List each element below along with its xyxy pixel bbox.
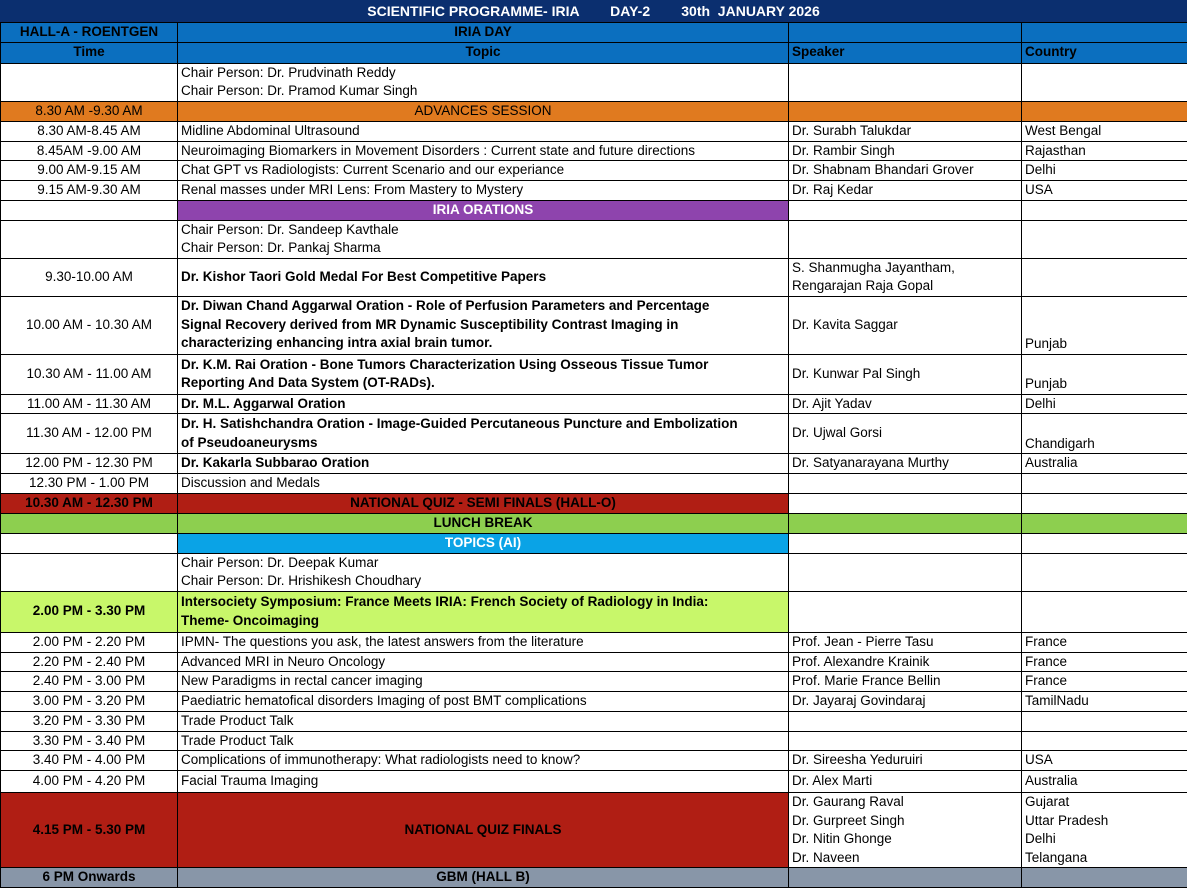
slot-speaker: Dr. Kunwar Pal Singh bbox=[789, 354, 1022, 394]
slot-speaker: S. Shanmugha Jayantham, Rengarajan Raja Gopal bbox=[789, 258, 1022, 296]
slot-country: Punjab bbox=[1022, 296, 1187, 354]
chair-person: Chair Person: Dr. Pankaj Sharma bbox=[181, 240, 381, 255]
slot-speaker: Dr. Rambir Singh bbox=[789, 141, 1022, 161]
slot-country bbox=[1022, 731, 1187, 751]
slot-time: 10.00 AM - 10.30 AM bbox=[1, 296, 178, 354]
slot-country: France bbox=[1022, 652, 1187, 672]
slot-speaker: Dr. Raj Kedar bbox=[789, 181, 1022, 201]
topics-ai-row bbox=[1, 533, 1187, 553]
slot-country: Rajasthan bbox=[1022, 141, 1187, 161]
chair-cell bbox=[178, 63, 789, 101]
hall-name: HALL-A - ROENTGEN bbox=[1, 23, 178, 43]
slot-country: France bbox=[1022, 632, 1187, 652]
session-title: IRIA ORATIONS bbox=[178, 200, 789, 220]
slot-time: 9.30-10.00 AM bbox=[1, 258, 178, 296]
slot-topic: Discussion and Medals bbox=[178, 474, 789, 494]
slot-time: 3.00 PM - 3.20 PM bbox=[1, 692, 178, 712]
slot-speaker: Prof. Alexandre Krainik bbox=[789, 652, 1022, 672]
table-row bbox=[1, 632, 1187, 652]
slot-topic: Chat GPT vs Radiologists: Current Scenario and our experiance bbox=[178, 161, 789, 181]
session-time: 4.15 PM - 5.30 PM bbox=[1, 793, 178, 868]
slot-time: 9.00 AM-9.15 AM bbox=[1, 161, 178, 181]
table-row bbox=[1, 414, 1187, 454]
session-title: TOPICS (AI) bbox=[178, 533, 789, 553]
chair-person: Chair Person: Dr. Sandeep Kavthale bbox=[181, 221, 399, 237]
slot-speaker: Dr. Ajit Yadav bbox=[789, 394, 1022, 414]
slot-topic: Renal masses under MRI Lens: From Mastery to Mystery bbox=[178, 181, 789, 201]
slot-time: 3.20 PM - 3.30 PM bbox=[1, 711, 178, 731]
slot-speaker: Dr. Sireesha Yeduruiri bbox=[789, 751, 1022, 771]
slot-speaker: Dr. Shabnam Bhandari Grover bbox=[789, 161, 1022, 181]
table-row bbox=[1, 161, 1187, 181]
session-title: LUNCH BREAK bbox=[178, 513, 789, 533]
slot-speaker: Dr. Kavita Saggar bbox=[789, 296, 1022, 354]
hall-header-row bbox=[1, 23, 1187, 43]
col-country: Country bbox=[1022, 42, 1187, 63]
day-name: IRIA DAY bbox=[178, 23, 789, 43]
slot-country: Punjab bbox=[1022, 354, 1187, 394]
slot-time: 12.30 PM - 1.00 PM bbox=[1, 474, 178, 494]
slot-time: 8.30 AM-8.45 AM bbox=[1, 121, 178, 141]
chair-cell bbox=[178, 220, 789, 258]
slot-topic: Midline Abdominal Ultrasound bbox=[178, 121, 789, 141]
symposium-row bbox=[1, 591, 1187, 632]
slot-speaker: Prof. Marie France Bellin bbox=[789, 672, 1022, 692]
col-topic: Topic bbox=[178, 42, 789, 63]
session-title: Intersociety Symposium: France Meets IRIA: French Society of Radiology in India: Theme- Oncoimaging bbox=[178, 591, 789, 632]
slot-country: France bbox=[1022, 672, 1187, 692]
slot-country: Delhi bbox=[1022, 394, 1187, 414]
programme-title: SCIENTIFIC PROGRAMME- IRIA DAY-2 30th JANUARY 2026 bbox=[367, 3, 820, 19]
slot-time: 3.40 PM - 4.00 PM bbox=[1, 751, 178, 771]
slot-time: 3.30 PM - 3.40 PM bbox=[1, 731, 178, 751]
slot-time: 4.00 PM - 4.20 PM bbox=[1, 771, 178, 793]
slot-time: 12.00 PM - 12.30 PM bbox=[1, 454, 178, 474]
slot-topic: Trade Product Talk bbox=[178, 731, 789, 751]
slot-country: TamilNadu bbox=[1022, 692, 1187, 712]
slot-topic: Dr. H. Satishchandra Oration - Image-Guided Percutaneous Puncture and Embolization of Pseudoaneurysms bbox=[178, 414, 789, 454]
slot-topic: Complications of immunotherapy: What radiologists need to know? bbox=[178, 751, 789, 771]
table-row bbox=[1, 672, 1187, 692]
col-speaker: Speaker bbox=[789, 42, 1022, 63]
slot-topic: Facial Trauma Imaging bbox=[178, 771, 789, 793]
slot-topic: Dr. Kakarla Subbarao Oration bbox=[178, 454, 789, 474]
chair-person: Chair Person: Dr. Hrishikesh Choudhary bbox=[181, 573, 422, 588]
chair-row bbox=[1, 553, 1187, 591]
slot-time: 2.20 PM - 2.40 PM bbox=[1, 652, 178, 672]
column-header-row bbox=[1, 42, 1187, 63]
chair-person: Chair Person: Dr. Deepak Kumar bbox=[181, 554, 379, 570]
session-time: 2.00 PM - 3.30 PM bbox=[1, 591, 178, 632]
slot-country: West Bengal bbox=[1022, 121, 1187, 141]
session-title: GBM (HALL B) bbox=[178, 868, 789, 888]
slot-time: 2.00 PM - 2.20 PM bbox=[1, 632, 178, 652]
slot-topic: IPMN- The questions you ask, the latest answers from the literature bbox=[178, 632, 789, 652]
slot-speaker bbox=[789, 731, 1022, 751]
slot-speaker bbox=[789, 711, 1022, 731]
slot-topic: Dr. Kishor Taori Gold Medal For Best Competitive Papers bbox=[178, 258, 789, 296]
table-row bbox=[1, 258, 1187, 296]
table-row bbox=[1, 296, 1187, 354]
slot-topic: New Paradigms in rectal cancer imaging bbox=[178, 672, 789, 692]
chair-person: Chair Person: Dr. Prudvinath Reddy bbox=[181, 64, 396, 80]
slot-time: 10.30 AM - 11.00 AM bbox=[1, 354, 178, 394]
table-row bbox=[1, 474, 1187, 494]
slot-speaker: Dr. Jayaraj Govindaraj bbox=[789, 692, 1022, 712]
slot-time: 2.40 PM - 3.00 PM bbox=[1, 672, 178, 692]
lunch-break-row bbox=[1, 513, 1187, 533]
slot-topic: Dr. M.L. Aggarwal Oration bbox=[178, 394, 789, 414]
slot-speaker: Dr. Alex Marti bbox=[789, 771, 1022, 793]
slot-country: Australia bbox=[1022, 771, 1187, 793]
slot-country: Chandigarh bbox=[1022, 414, 1187, 454]
session-time: 10.30 AM - 12.30 PM bbox=[1, 493, 178, 513]
table-row bbox=[1, 394, 1187, 414]
gbm-row bbox=[1, 868, 1187, 888]
slot-time: 11.30 AM - 12.00 PM bbox=[1, 414, 178, 454]
chair-row bbox=[1, 63, 1187, 101]
chair-row bbox=[1, 220, 1187, 258]
slot-time: 8.45AM -9.00 AM bbox=[1, 141, 178, 161]
session-title: NATIONAL QUIZ FINALS bbox=[178, 793, 789, 868]
table-row bbox=[1, 711, 1187, 731]
table-row bbox=[1, 181, 1187, 201]
col-time: Time bbox=[1, 42, 178, 63]
table-row bbox=[1, 771, 1187, 793]
slot-topic: Neuroimaging Biomarkers in Movement Disorders : Current state and future directions bbox=[178, 141, 789, 161]
slot-speaker: Prof. Jean - Pierre Tasu bbox=[789, 632, 1022, 652]
session-time: 8.30 AM -9.30 AM bbox=[1, 101, 178, 121]
slot-speaker: Dr. Satyanarayana Murthy bbox=[789, 454, 1022, 474]
slot-country bbox=[1022, 711, 1187, 731]
slot-topic: Dr. Diwan Chand Aggarwal Oration - Role of Perfusion Parameters and Percentage Signal Recovery derived from MR Dynamic Susceptibility Contrast Imaging in characterizing enhancing intra axial brain tumor. bbox=[178, 296, 789, 354]
advances-session-row bbox=[1, 101, 1187, 121]
table-row bbox=[1, 692, 1187, 712]
slot-topic: Dr. K.M. Rai Oration - Bone Tumors Characterization Using Osseous Tissue Tumor Reporting And Data System (OT-RADs). bbox=[178, 354, 789, 394]
slot-country: USA bbox=[1022, 181, 1187, 201]
chair-cell bbox=[178, 553, 789, 591]
table-row bbox=[1, 751, 1187, 771]
slot-topic: Paediatric hematofical disorders Imaging of post BMT complications bbox=[178, 692, 789, 712]
session-time: 6 PM Onwards bbox=[1, 868, 178, 888]
quiz-panel-countries: Gujarat Uttar Pradesh Delhi Telangana bbox=[1022, 793, 1187, 868]
chair-person: Chair Person: Dr. Pramod Kumar Singh bbox=[181, 83, 418, 98]
slot-topic: Advanced MRI in Neuro Oncology bbox=[178, 652, 789, 672]
programme-title-bar bbox=[0, 0, 1187, 22]
table-row bbox=[1, 121, 1187, 141]
slot-country: USA bbox=[1022, 751, 1187, 771]
table-row bbox=[1, 141, 1187, 161]
session-title: NATIONAL QUIZ - SEMI FINALS (HALL-O) bbox=[178, 493, 789, 513]
quiz-finals-row bbox=[1, 793, 1187, 868]
table-row bbox=[1, 731, 1187, 751]
slot-time: 9.15 AM-9.30 AM bbox=[1, 181, 178, 201]
slot-time: 11.00 AM - 11.30 AM bbox=[1, 394, 178, 414]
orations-session-row bbox=[1, 200, 1187, 220]
session-title: ADVANCES SESSION bbox=[178, 101, 789, 121]
slot-country: Australia bbox=[1022, 454, 1187, 474]
quiz-panel-speakers: Dr. Gaurang Raval Dr. Gurpreet Singh Dr. Nitin Ghonge Dr. Naveen bbox=[789, 793, 1022, 868]
slot-speaker: Dr. Ujwal Gorsi bbox=[789, 414, 1022, 454]
table-row bbox=[1, 454, 1187, 474]
slot-speaker: Dr. Surabh Talukdar bbox=[789, 121, 1022, 141]
table-row bbox=[1, 652, 1187, 672]
quiz-semi-final-row bbox=[1, 493, 1187, 513]
slot-topic: Trade Product Talk bbox=[178, 711, 789, 731]
table-row bbox=[1, 354, 1187, 394]
schedule-table bbox=[0, 22, 1187, 888]
slot-country: Delhi bbox=[1022, 161, 1187, 181]
